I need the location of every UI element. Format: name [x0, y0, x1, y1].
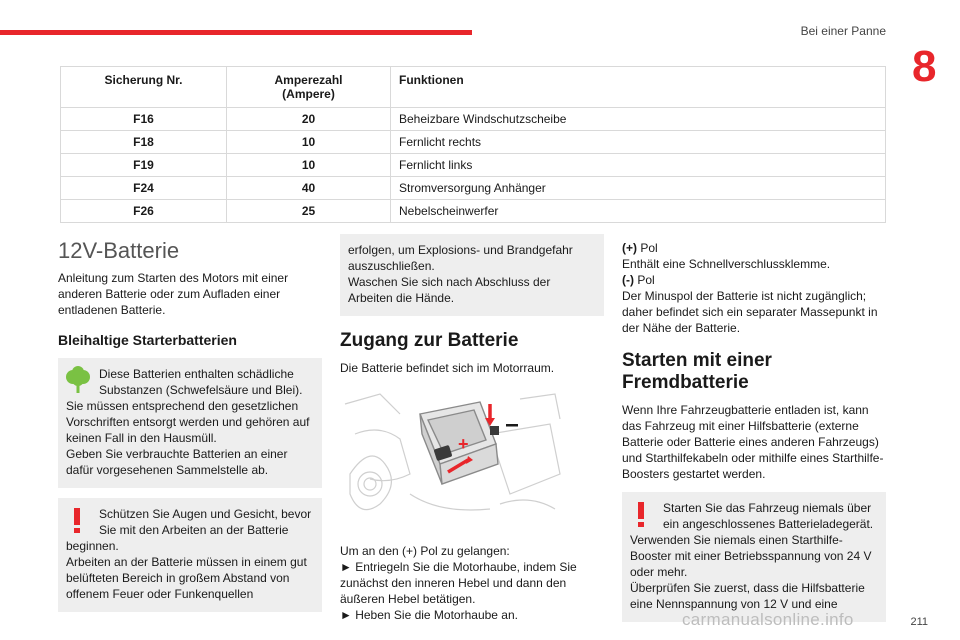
jump-start-intro: Wenn Ihre Fahrzeugbatterie entladen ist, kann das Fahrzeug mit einer Hilfsbatterie (externe Batterie oder Batterie eines anderen Fahrzeugs) und Starthilfekabeln oder mithilfe eines Starthilfe-Boosters gestartet werden. — [622, 403, 884, 481]
fuse-amperage: 10 — [227, 131, 391, 154]
section-title: Bei einer Panne — [800, 24, 886, 38]
fuse-amperage: 10 — [227, 154, 391, 177]
positive-label: (+) — [622, 241, 637, 255]
access-instructions: Um an den (+) Pol zu gelangen: ► Entriegeln Sie die Motorhaube, indem Sie zunächst den inneren Hebel und dann den äußeren Hebel betätigen. ► Heben Sie die Motorhaube an. — [340, 544, 577, 622]
top-accent-bar — [0, 30, 472, 35]
warning-exclamation-icon — [70, 506, 84, 534]
negative-terminal-heading — [622, 272, 886, 288]
fuse-function: Nebelscheinwerfer — [391, 200, 886, 223]
lead-battery-heading: Bleihaltige Starterbatterien — [58, 332, 237, 348]
warning-exclamation-icon — [634, 500, 648, 528]
table-header: Amperezahl (Ampere) — [227, 67, 391, 108]
watermark: carmanualsonline.info — [682, 610, 854, 629]
jump-warning-first: Starten Sie das Fahrzeug niemals über ein angeschlossenes Batterieladegerät. — [663, 501, 874, 531]
warning-continued-box — [340, 234, 604, 316]
warning-first: Schützen Sie Augen und Gesicht, bevor Sie mit den Arbeiten an der Batterie — [99, 507, 312, 537]
fuse-function: Stromversorgung Anhänger — [391, 177, 886, 200]
column-3 — [622, 234, 886, 632]
table-header: Sicherung Nr. — [61, 67, 227, 108]
table-row — [61, 131, 886, 154]
negative-word: Pol — [634, 273, 655, 287]
positive-terminal-text: Enthält eine Schnellverschlussklemme. — [622, 257, 831, 271]
fuse-number: F26 — [61, 200, 227, 223]
warning-box — [58, 498, 322, 612]
fuse-number: F19 — [61, 154, 227, 177]
column-2 — [340, 234, 604, 623]
fuse-number: F18 — [61, 131, 227, 154]
eco-note-box — [58, 358, 322, 488]
positive-terminal-heading — [622, 240, 886, 256]
battery-heading: 12V-Batterie — [58, 238, 180, 263]
fuse-table — [60, 66, 886, 223]
battery-access-heading: Zugang zur Batterie — [340, 330, 519, 351]
table-row — [61, 177, 886, 200]
warning-continued: erfolgen, um Explosions- und Brandgefahr auszuschließen. Waschen Sie sich nach Abschluss der Arbeiten die Hände. — [348, 243, 573, 305]
table-row — [61, 108, 886, 131]
fuse-amperage: 20 — [227, 108, 391, 131]
jump-start-heading: Starten mit einer Fremdbatterie — [622, 350, 772, 393]
eco-note-first: Diese Batterien enthalten schädliche Substanzen (Schwefelsäure und Blei). — [99, 367, 303, 397]
warning-rest: beginnen. Arbeiten an der Batterie müssen in einem gut belüfteten Bereich in großem Abstand von offenem Feuer oder Funkenquellen — [66, 539, 307, 601]
battery-intro: Anleitung zum Starten des Motors mit einer anderen Batterie oder zum Aufladen einer entladenen Batterie. — [58, 271, 289, 317]
negative-terminal-text: Der Minuspol der Batterie ist nicht zugänglich; daher befindet sich ein separater Massepunkt in der Nähe der Batterie. — [622, 289, 878, 335]
column-1 — [58, 234, 322, 622]
fuse-function: Fernlicht rechts — [391, 131, 886, 154]
fuse-amperage: 40 — [227, 177, 391, 200]
fuse-number: F24 — [61, 177, 227, 200]
positive-word: Pol — [637, 241, 658, 255]
svg-text:+: + — [458, 434, 469, 454]
chapter-tab — [902, 38, 960, 100]
jump-start-warning-box — [622, 492, 886, 622]
table-row — [61, 200, 886, 223]
negative-label: (-) — [622, 273, 634, 287]
jump-warning-rest: Verwenden Sie niemals einen Starthilfe-Booster mit einer Betriebsspannung von 24 V oder mehr. Überprüfen Sie zuerst, dass die Hilfsbatterie eine Nennspannung von 12 V und eine — [630, 533, 872, 611]
battery-location: Die Batterie befindet sich im Motorraum. — [340, 361, 555, 375]
fuse-function: Beheizbare Windschutzscheibe — [391, 108, 886, 131]
chapter-number: 8 — [912, 42, 937, 91]
fuse-function: Fernlicht links — [391, 154, 886, 177]
table-header: Funktionen — [391, 67, 886, 108]
fuse-number: F16 — [61, 108, 227, 131]
engine-bay-illustration — [340, 384, 566, 528]
page-number: 211 — [910, 616, 928, 628]
fuse-amperage: 25 — [227, 200, 391, 223]
table-row — [61, 154, 886, 177]
eco-tree-icon — [64, 366, 92, 394]
table-header-row — [61, 67, 886, 108]
eco-note-rest: Sie müssen entsprechend den gesetzlichen Vorschriften entsorgt werden und gehören auf keinen Fall in den Hausmüll. Geben Sie verbrauchte Batterien an einer dafür vorgesehenen Sammelstelle ab. — [66, 399, 310, 477]
